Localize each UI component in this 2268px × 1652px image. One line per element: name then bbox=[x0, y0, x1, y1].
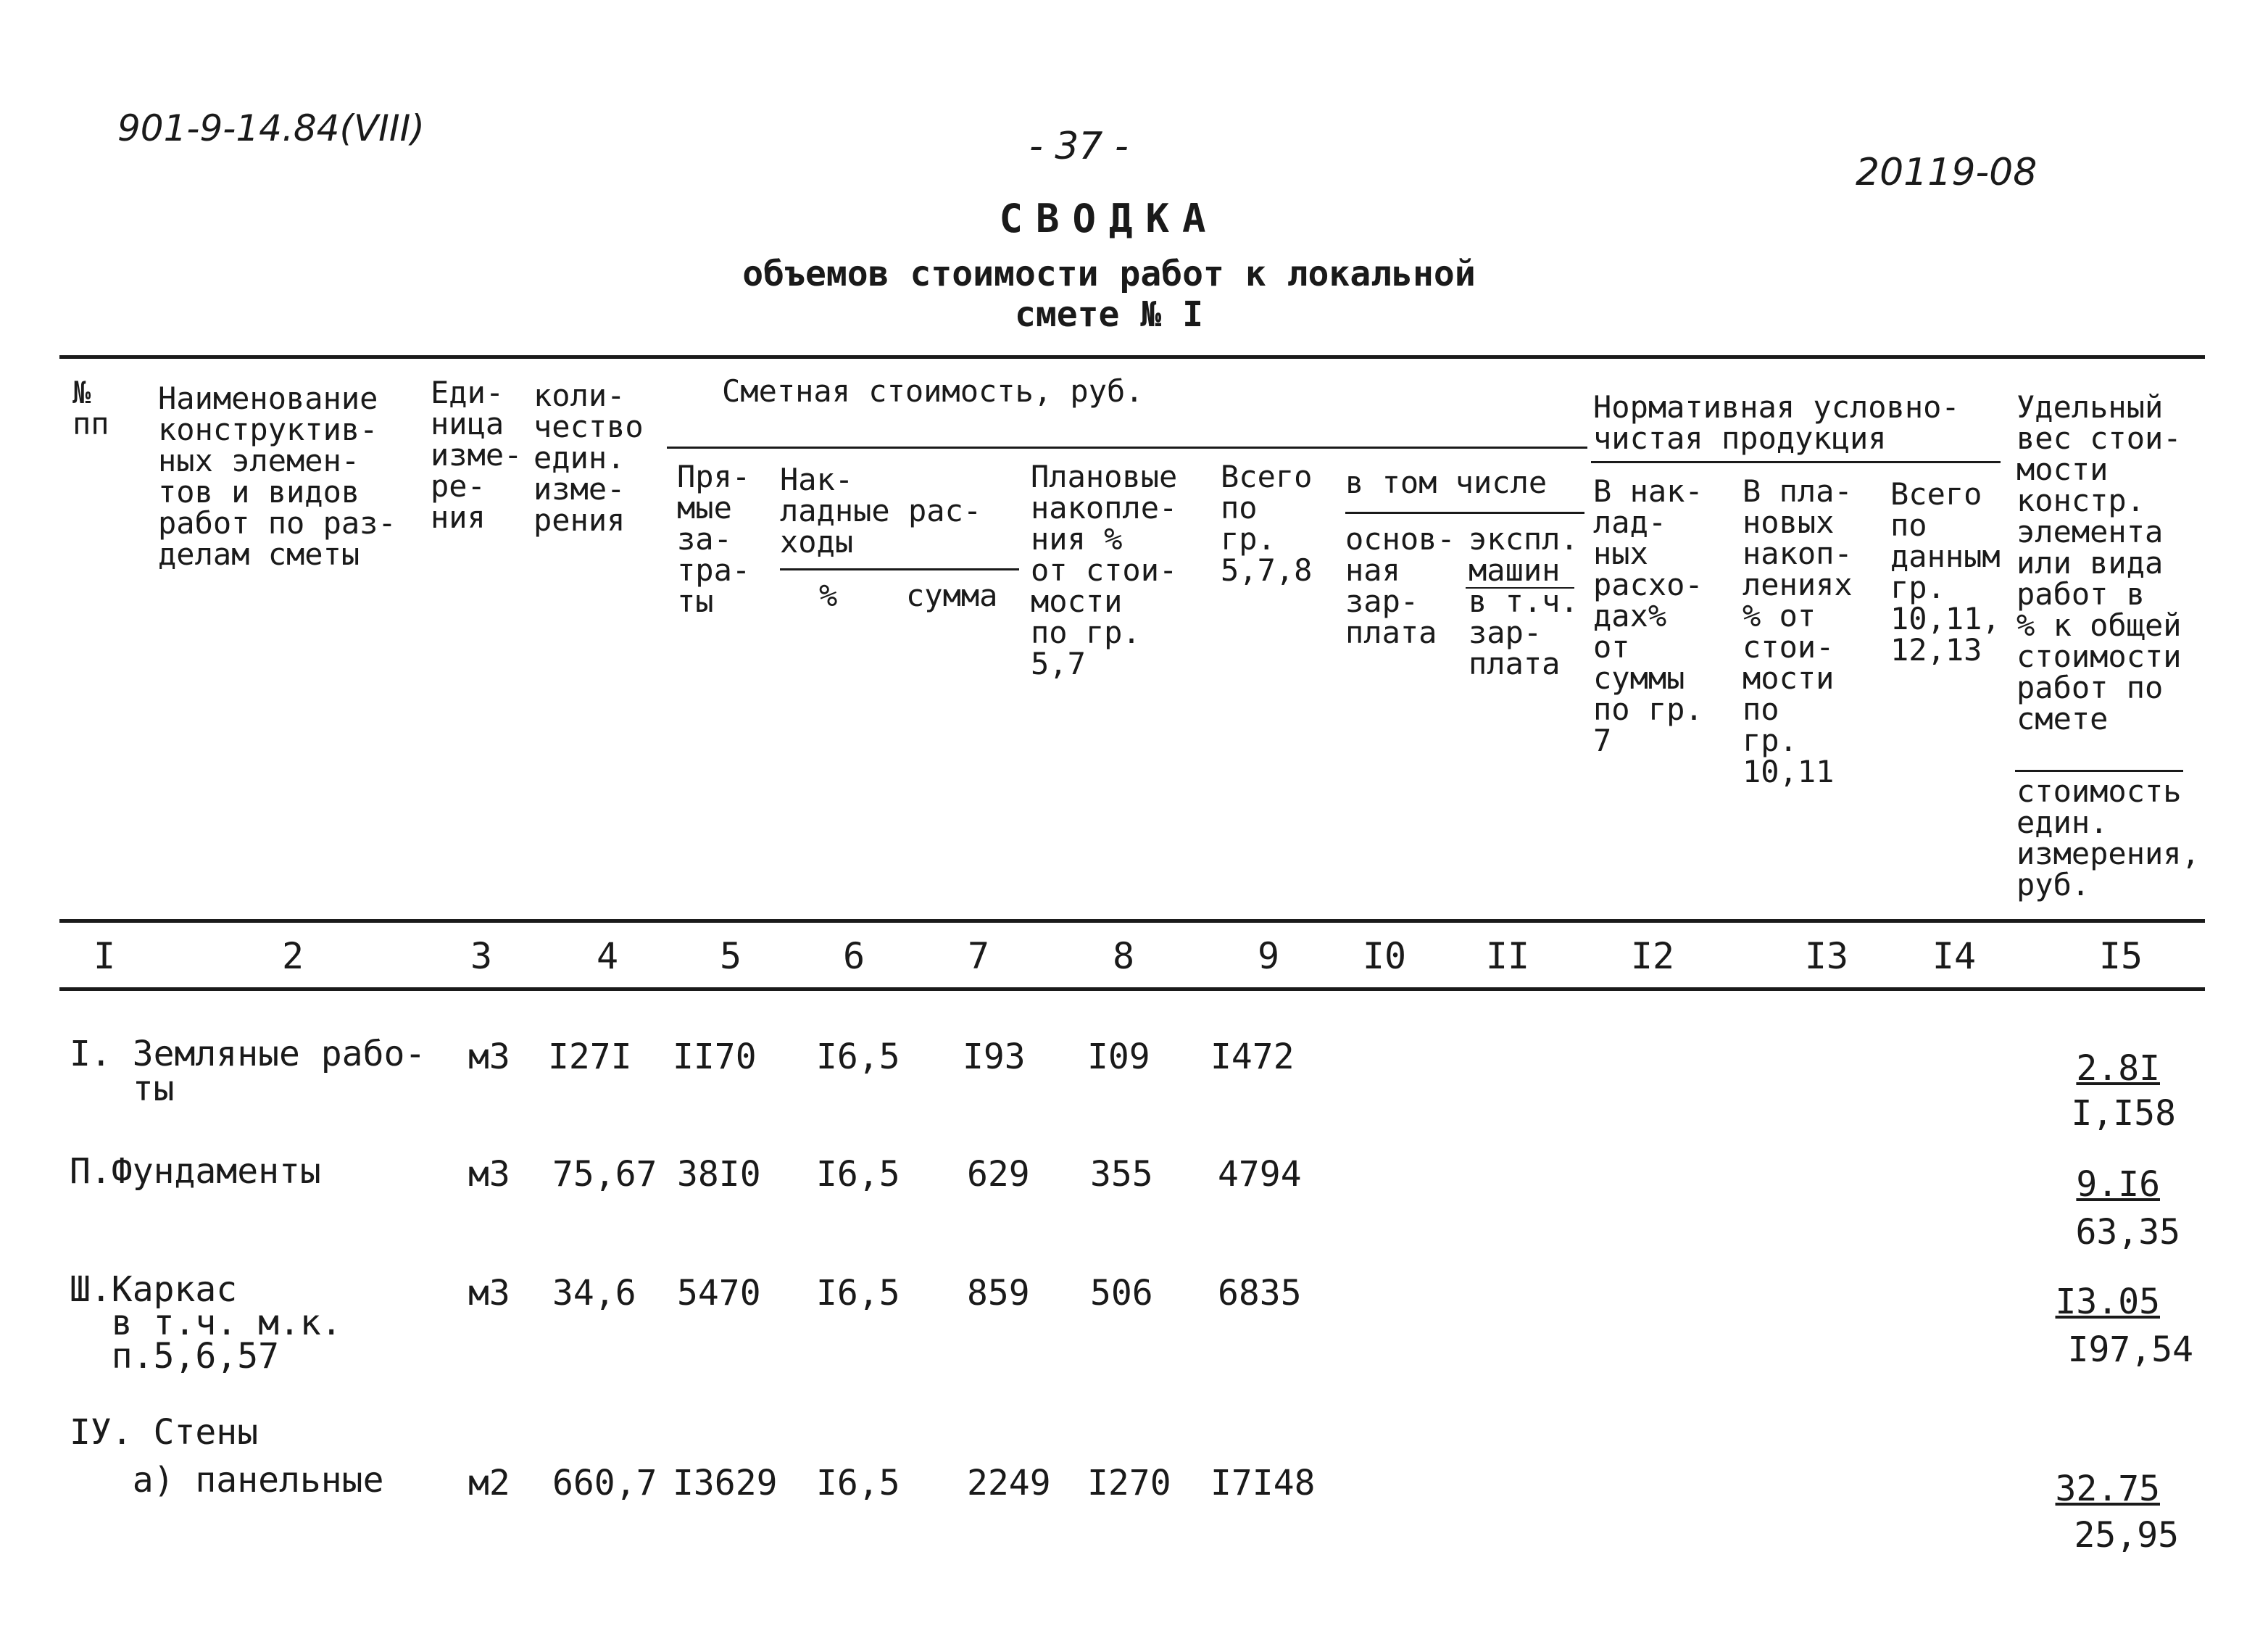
row-name: Ш.Каркас в т.ч. м.к. п.5,6,57 bbox=[70, 1269, 342, 1377]
row-quantity: 660,7 bbox=[552, 1463, 657, 1503]
header-bottom-rule bbox=[59, 919, 2205, 923]
row-overhead-sum: 2249 bbox=[967, 1463, 1051, 1503]
header-unit: Еди- ница изме- ре- ния bbox=[431, 375, 523, 535]
row-overhead-pct: I6,5 bbox=[816, 1463, 900, 1503]
row-total: 4794 bbox=[1218, 1154, 1302, 1195]
row-direct-costs: I3629 bbox=[673, 1463, 778, 1503]
header-number: № пп bbox=[72, 375, 109, 441]
header-name: Наименование конструктив- ных элемен- тов и видов работ по раз- делам сметы bbox=[158, 381, 396, 572]
header-overhead-sum: сумма bbox=[906, 578, 998, 613]
header-machine-operation: экспл. машин в т.ч. зар- плата bbox=[1469, 521, 1579, 681]
row-unit: м3 bbox=[468, 1154, 510, 1195]
row-total: I7I48 bbox=[1210, 1463, 1316, 1503]
row-unit: м2 bbox=[468, 1463, 510, 1503]
row-direct-costs: 38I0 bbox=[677, 1154, 761, 1195]
header-specific-weight: Удельный вес стои- мости констр. элемента или вида работ в % к общей стоимости работ по смете bbox=[2016, 389, 2182, 736]
norm-group-rule bbox=[1591, 461, 2001, 463]
column-number-3: 3 bbox=[470, 935, 493, 977]
row-name: П.Фундаменты bbox=[70, 1151, 321, 1192]
column-number-1: I bbox=[93, 935, 116, 977]
overhead-group-rule bbox=[780, 568, 1019, 570]
row-unit-cost: I97,54 bbox=[2067, 1329, 2193, 1370]
header-including-group: в том числе bbox=[1345, 465, 1548, 500]
c15-divider bbox=[2015, 770, 2183, 772]
row-name: IУ. Стены bbox=[70, 1412, 259, 1453]
row-planned-savings: 355 bbox=[1090, 1154, 1153, 1195]
row-quantity: I27I bbox=[548, 1037, 632, 1077]
row-planned-savings: 506 bbox=[1090, 1273, 1153, 1313]
column-number-4: 4 bbox=[596, 935, 619, 977]
row-total: I472 bbox=[1210, 1037, 1295, 1077]
row-planned-savings: I09 bbox=[1087, 1037, 1150, 1077]
header-planned-savings: Плановые накопле- ния % от стои- мости по гр. 5,7 bbox=[1031, 459, 1178, 681]
header-total: Всего по гр. 5,7,8 bbox=[1221, 459, 1313, 588]
column-number-7: 7 bbox=[967, 935, 990, 977]
cost-group-rule bbox=[667, 447, 1587, 449]
row-name: а) панельные bbox=[70, 1460, 384, 1501]
colnum-bottom-rule bbox=[59, 987, 2205, 991]
row-specific-weight: 32.75 bbox=[2055, 1469, 2160, 1509]
row-overhead-sum: 859 bbox=[967, 1273, 1030, 1313]
row-overhead-sum: I93 bbox=[963, 1037, 1026, 1077]
header-overhead-pct: % bbox=[819, 578, 838, 613]
row-quantity: 75,67 bbox=[552, 1154, 657, 1195]
row-specific-weight: 2.8I bbox=[2076, 1048, 2160, 1089]
row-direct-costs: II70 bbox=[673, 1037, 757, 1077]
row-specific-weight: I3.05 bbox=[2055, 1282, 2160, 1322]
row-name: I. Земляные рабо- ты bbox=[70, 1034, 426, 1109]
row-overhead-pct: I6,5 bbox=[816, 1273, 900, 1313]
header-unit-cost: стоимость един. измерения, руб. bbox=[2016, 773, 2200, 902]
header-base-salary: основ- ная зар- плата bbox=[1345, 521, 1455, 650]
row-overhead-sum: 629 bbox=[967, 1154, 1030, 1195]
column-number-14: I4 bbox=[1932, 935, 1977, 977]
header-quantity: коли- чество един. изме- рения bbox=[533, 378, 644, 538]
document-subtitle-line1: объемов стоимости работ к локальной bbox=[742, 254, 1476, 294]
document-subtitle-line2: смете № I bbox=[1014, 294, 1204, 335]
row-total: 6835 bbox=[1218, 1273, 1302, 1313]
column-number-12: I2 bbox=[1630, 935, 1675, 977]
row-unit-cost: I,I58 bbox=[2071, 1093, 2176, 1134]
column-number-15: I5 bbox=[2098, 935, 2143, 977]
column-number-2: 2 bbox=[281, 935, 304, 977]
table-top-rule bbox=[59, 355, 2205, 359]
column-number-11: II bbox=[1485, 935, 1530, 977]
header-direct-costs: Пря- мые за- тра- ты bbox=[677, 459, 751, 619]
header-normative-group: Нормативная условно- чистая продукция bbox=[1593, 389, 1960, 456]
row-unit-cost: 25,95 bbox=[2074, 1515, 2179, 1556]
row-unit-cost: 63,35 bbox=[2075, 1212, 2180, 1253]
row-direct-costs: 5470 bbox=[677, 1273, 761, 1313]
incl-group-rule bbox=[1345, 512, 1584, 514]
row-overhead-pct: I6,5 bbox=[816, 1037, 900, 1077]
column-number-5: 5 bbox=[719, 935, 742, 977]
column-number-9: 9 bbox=[1257, 935, 1280, 977]
row-specific-weight: 9.I6 bbox=[2076, 1164, 2160, 1205]
row-overhead-pct: I6,5 bbox=[816, 1154, 900, 1195]
page-number: - 37 - bbox=[1029, 125, 1129, 168]
header-norm-total: Всего по данным гр. 10,11, 12,13 bbox=[1890, 476, 2001, 668]
header-norm-planned: В пла- новых накоп- лениях % от стои- мости по гр. 10,11 bbox=[1742, 473, 1853, 789]
header-cost-group: Сметная стоимость, руб. bbox=[722, 373, 1144, 409]
row-quantity: 34,6 bbox=[552, 1273, 636, 1313]
document-code: 901-9-14.84(VIII) bbox=[117, 107, 425, 149]
column-number-6: 6 bbox=[842, 935, 865, 977]
row-unit: м3 bbox=[468, 1273, 510, 1313]
header-norm-overhead: В нак- лад- ных расхо- дах% от суммы по гр. 7 bbox=[1593, 473, 1703, 758]
document-title: СВОДКА bbox=[999, 196, 1219, 241]
header-overhead-group: Нак- ладные рас- ходы bbox=[780, 462, 982, 560]
archive-number: 20119-08 bbox=[1856, 151, 2038, 194]
row-unit: м3 bbox=[468, 1037, 510, 1077]
column-number-8: 8 bbox=[1112, 935, 1135, 977]
row-planned-savings: I270 bbox=[1087, 1463, 1171, 1503]
column-number-13: I3 bbox=[1804, 935, 1849, 977]
column-number-10: I0 bbox=[1362, 935, 1407, 977]
